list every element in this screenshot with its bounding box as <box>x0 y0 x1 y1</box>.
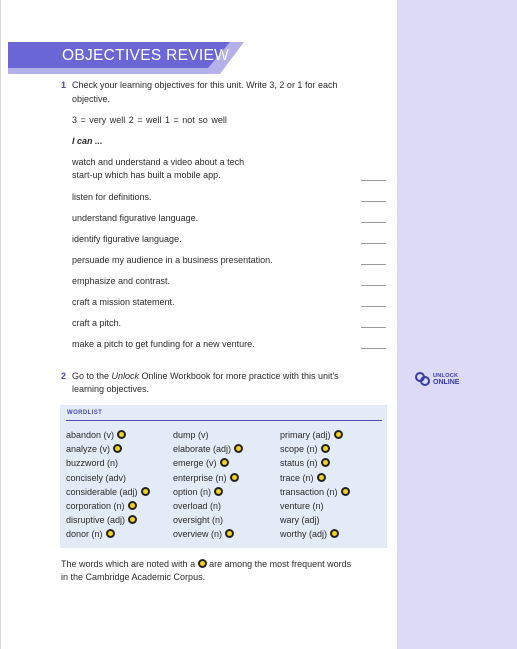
wordlist-word: scope (n) <box>280 444 318 455</box>
objective-7-answer-line[interactable] <box>361 306 386 307</box>
wordlist-word: concisely (adv) <box>66 472 127 483</box>
wordlist-word: option (n) <box>173 486 212 497</box>
wordlist-item <box>66 486 150 498</box>
academic-word-icon <box>317 473 326 482</box>
unlock-online-logo[interactable] <box>415 369 465 389</box>
wordlist-word: overload (n) <box>173 501 222 511</box>
wordlist-word: oversight (n) <box>173 515 224 526</box>
objective-3-answer-line[interactable] <box>361 222 386 223</box>
wordlist-word: worthy (adj) <box>280 529 328 540</box>
wordlist-item <box>280 457 330 469</box>
objective-5: persuade my audience in a business presentation. <box>72 255 273 265</box>
academic-word-icon <box>234 444 243 453</box>
academic-word-icon <box>128 501 137 510</box>
wordlist-item <box>173 528 234 540</box>
objective-2: listen for definitions. <box>72 192 152 202</box>
wordlist-item <box>280 486 350 498</box>
objective-1-line-2: start-up which has built a mobile app. <box>72 170 221 180</box>
wordlist-item <box>173 486 223 498</box>
academic-word-icon <box>321 458 330 467</box>
wordlist-item <box>173 443 243 455</box>
question-1-number: 1 <box>61 80 67 90</box>
question-1-line-2: objective. <box>72 94 111 104</box>
wordlist-word: buzzword (n) <box>66 458 119 469</box>
academic-word-icon <box>341 487 350 496</box>
wordlist-item <box>280 443 330 455</box>
wordlist-item <box>173 472 239 484</box>
wordlist-item <box>280 429 343 441</box>
academic-word-icon <box>113 444 122 453</box>
objective-6: emphasize and contrast. <box>72 276 171 286</box>
wordlist-word: considerable (adj) <box>66 486 138 497</box>
objective-6-answer-line[interactable] <box>361 285 386 286</box>
wordlist-item <box>66 457 118 469</box>
side-panel <box>397 0 517 649</box>
objective-8: craft a pitch. <box>72 318 122 328</box>
wordlist-word: analyze (v) <box>66 444 111 455</box>
footnote-line-1 <box>61 558 351 571</box>
wordlist-word: transaction (n) <box>280 486 338 497</box>
question-2-number: 2 <box>61 371 67 381</box>
academic-word-icon <box>141 487 150 496</box>
q2-text-pre: Go to the <box>72 371 112 381</box>
academic-word-icon <box>106 529 115 538</box>
wordlist-divider <box>66 420 382 421</box>
wordlist-word: primary (adj) <box>280 430 331 440</box>
academic-word-icon <box>198 559 207 568</box>
academic-word-icon <box>220 458 229 467</box>
wordlist-word: enterprise (n) <box>173 472 227 483</box>
footnote-line-2: in the Cambridge Academic Corpus. <box>61 572 206 582</box>
academic-word-icon <box>334 430 343 439</box>
wordlist-word: status (n) <box>280 458 318 469</box>
objective-5-answer-line[interactable] <box>361 264 386 265</box>
objective-1-answer-line[interactable] <box>361 180 386 181</box>
wordlist-item <box>66 429 126 441</box>
wordlist-word: overview (n) <box>173 529 223 540</box>
logo-word-unlock: UNLOCK <box>433 373 459 379</box>
wordlist-item <box>173 500 221 512</box>
objective-3: understand figurative language. <box>72 213 199 223</box>
objective-9-answer-line[interactable] <box>361 348 386 349</box>
logo-ring-icon-2 <box>420 376 430 386</box>
footnote-text-post: are among the most frequent words <box>209 559 352 569</box>
footnote-text-pre: The words which are noted with a <box>61 559 196 569</box>
question-2-line-2: learning objectives. <box>72 384 150 394</box>
wordlist-item <box>280 472 326 484</box>
question-1-line-1: Check your learning objectives for this unit. Write 3, 2 or 1 for each <box>72 80 338 90</box>
q2-text-post: Online Workbook for more practice with this unit's <box>139 371 339 381</box>
wordlist-word: abandon (v) <box>66 430 115 440</box>
wordlist-item <box>280 514 320 526</box>
wordlist-word: donor (n) <box>66 529 103 540</box>
page-title: OBJECTIVES REVIEW <box>62 47 230 64</box>
wordlist-item <box>66 500 137 512</box>
academic-word-icon <box>214 487 223 496</box>
academic-word-icon <box>321 444 330 453</box>
wordlist-item <box>66 514 137 526</box>
question-2-line-1 <box>72 370 339 383</box>
objective-7: craft a mission statement. <box>72 297 175 307</box>
page-edge <box>0 0 1 649</box>
academic-word-icon <box>225 529 234 538</box>
wordlist-word: disruptive (adj) <box>66 515 126 526</box>
wordlist-item <box>66 443 122 455</box>
objective-4: identify figurative language. <box>72 234 182 244</box>
wordlist-heading: WORDLIST <box>67 410 103 416</box>
wordlist-item <box>280 500 324 512</box>
logo-word-online: ONLINE <box>433 379 460 386</box>
wordlist-item <box>66 472 126 484</box>
objective-9: make a pitch to get funding for a new venture. <box>72 339 255 349</box>
wordlist-word: wary (adj) <box>280 515 320 526</box>
academic-word-icon <box>117 430 126 439</box>
wordlist-word: dump (v) <box>173 430 209 440</box>
wordlist-word: elaborate (adj) <box>173 444 232 455</box>
objective-2-answer-line[interactable] <box>361 201 386 202</box>
wordlist-word: trace (n) <box>280 472 314 483</box>
wordlist-box <box>60 405 387 548</box>
wordlist-word: emerge (v) <box>173 458 217 469</box>
wordlist-item <box>173 514 223 526</box>
academic-word-icon <box>330 529 339 538</box>
i-can-heading: I can ... <box>72 136 103 146</box>
objective-4-answer-line[interactable] <box>361 243 386 244</box>
q2-text-italic: Unlock <box>111 371 140 381</box>
wordlist-word: venture (n) <box>280 501 324 511</box>
wordlist-item <box>173 429 209 441</box>
wordlist-word: corporation (n) <box>66 501 125 511</box>
academic-word-icon <box>128 515 137 524</box>
wordlist-item <box>280 528 339 540</box>
rating-scale: 3 = very well 2 = well 1 = not so well <box>72 115 227 125</box>
objective-8-answer-line[interactable] <box>361 327 386 328</box>
section-banner <box>8 42 244 74</box>
objective-1-line-1: watch and understand a video about a tech <box>72 157 245 167</box>
academic-word-icon <box>230 473 239 482</box>
wordlist-item <box>66 528 115 540</box>
wordlist-item <box>173 457 229 469</box>
